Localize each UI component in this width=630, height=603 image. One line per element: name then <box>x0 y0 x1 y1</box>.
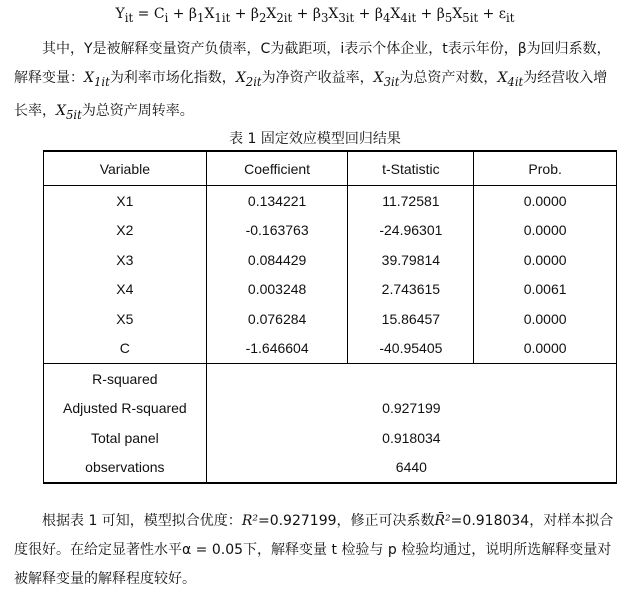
cell-variable: X3 <box>44 245 207 275</box>
stat-value: 6440 <box>206 453 616 484</box>
stat-row <box>44 394 617 424</box>
stat-value <box>206 364 616 394</box>
cell-prob: 0.0000 <box>474 186 617 216</box>
cell-coefficient: 0.084429 <box>206 245 348 275</box>
adj-r-squared-symbol: R̄²= <box>434 513 463 529</box>
table-caption: 表 1 固定效应模型回归结果 <box>229 131 401 147</box>
stat-row <box>44 453 617 484</box>
cell-coefficient: 0.134221 <box>206 186 348 216</box>
stat-label: observations <box>44 453 207 484</box>
cell-variable: X5 <box>44 304 207 334</box>
table-row <box>44 245 617 275</box>
cell-prob: 0.0000 <box>474 216 617 246</box>
regression-results-table <box>43 150 617 484</box>
r-squared-value: 0.927199 <box>269 513 337 529</box>
regression-formula: $Y_{it} = C_i + \beta_1X_{1it} + \beta_2X_{2it} + \beta_3X_{3it} + \beta_4X_{4it} + \beta_5X_{5it} + \varepsilon_{it}$ <box>115 6 515 25</box>
table-row <box>44 334 617 364</box>
cell-t-statistic: 39.79814 <box>348 245 474 275</box>
para1-text-5: 为经营收入增长率， <box>14 70 608 119</box>
table-row <box>44 216 617 246</box>
header-t-statistic: t-Statistic <box>348 151 474 186</box>
var-x3: $X_{3it}$ <box>373 70 400 89</box>
cell-prob: 0.0000 <box>474 245 617 275</box>
para1-text-1: 其中，Y是被解释变量资产负债率，C为截距项，i表示个体企业，t表示年份，β为回归系数，解释变量： <box>14 41 611 86</box>
cell-variable: X4 <box>44 275 207 305</box>
stat-row <box>44 423 617 453</box>
stat-label: Total panel <box>44 423 207 453</box>
cell-prob: 0.0000 <box>474 304 617 334</box>
var-x5: $X_{5it}$ <box>56 102 82 122</box>
cell-coefficient: 0.076284 <box>206 304 348 334</box>
cell-t-statistic: 2.743615 <box>348 275 474 305</box>
cell-t-statistic: 11.72581 <box>348 186 474 216</box>
table-row <box>44 304 617 334</box>
cell-prob: 0.0000 <box>474 334 617 364</box>
header-coefficient: Coefficient <box>206 151 348 186</box>
cell-t-statistic: -40.95405 <box>348 334 474 364</box>
adj-r-squared-value: 0.918034 <box>462 513 530 529</box>
table-header-row <box>44 151 617 186</box>
table-row <box>44 186 617 216</box>
stat-value: 0.927199 <box>206 394 616 424</box>
cell-t-statistic: -24.96301 <box>348 216 474 246</box>
var-x2: $X_{2it}$ <box>235 70 262 89</box>
table-row <box>44 275 617 305</box>
para2-text-2: ，修正可决系数 <box>336 513 435 529</box>
para1-text-2: 为利率市场化指数， <box>109 70 236 86</box>
cell-variable: X1 <box>44 186 207 216</box>
para2-text-3: ，对样本拟合度很好。在给定显著性水平α = 0.05下，解释变量 t 检验与 p 检验均通过，说明所选解释变量对被解释变量的解释程度较好。 <box>14 513 614 587</box>
cell-t-statistic: 15.86457 <box>348 304 474 334</box>
cell-variable: C <box>44 334 207 364</box>
cell-coefficient: -1.646604 <box>206 334 348 364</box>
cell-coefficient: 0.003248 <box>206 275 348 305</box>
stat-value: 0.918034 <box>206 423 616 453</box>
cell-coefficient: -0.163763 <box>206 216 348 246</box>
stat-row <box>44 364 617 394</box>
variable-description-paragraph <box>14 35 620 130</box>
para1-text-3: 为净资产收益率， <box>261 70 374 86</box>
r-squared-symbol: R²= <box>241 513 270 529</box>
cell-prob: 0.0061 <box>474 275 617 305</box>
para1-text-6: 为总资产周转率。 <box>81 102 194 119</box>
conclusion-paragraph <box>14 507 620 594</box>
para1-text-4: 为总资产对数， <box>399 70 498 86</box>
para2-text-1: 根据表 1 可知，模型拟合优度： <box>42 513 242 529</box>
cell-variable: X2 <box>44 216 207 246</box>
var-x1: $X_{1it}$ <box>84 70 110 89</box>
header-prob: Prob. <box>474 151 617 186</box>
var-x4: $X_{4it}$ <box>497 70 524 89</box>
stat-label: R-squared <box>44 364 207 394</box>
stat-label: Adjusted R-squared <box>44 394 207 424</box>
header-variable: Variable <box>44 151 207 186</box>
